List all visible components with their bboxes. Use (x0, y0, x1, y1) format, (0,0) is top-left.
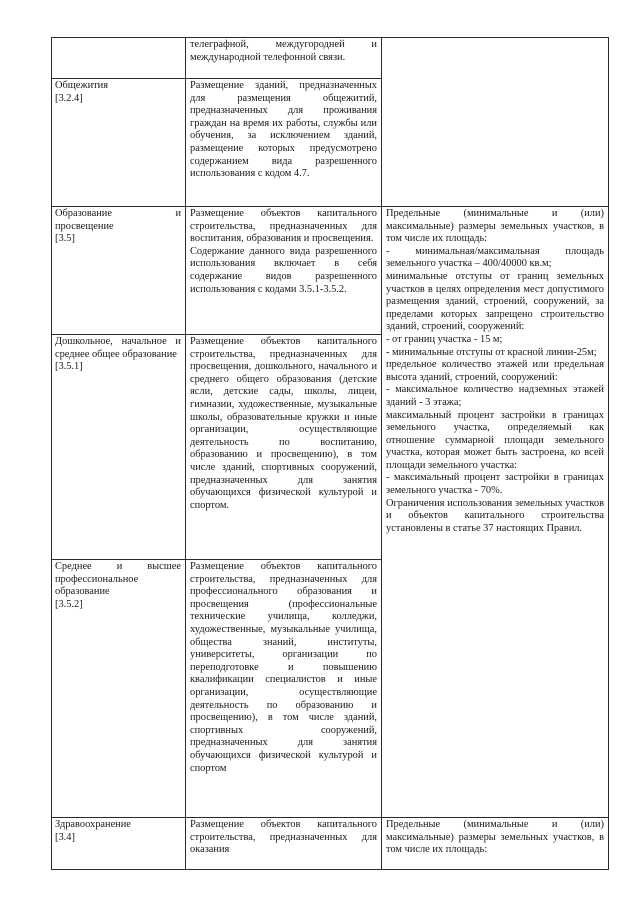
params-line: предельное количество этажей или предельная высота зданий, строений, сооружений: (386, 359, 604, 383)
params-line: Предельные (минимальные и (или) максимальные) размеры земельных участков, в том числе их площадь: (386, 819, 604, 856)
use-code: [3.5] (55, 233, 75, 245)
params-line: - максимальный процент застройки в границах земельного участка - 70%. (386, 472, 604, 497)
use-description: Размещение зданий, предназначенных для размещения общежитий, предназначенных для проживания граждан на время их работы, службы или обучения, за исключением зданий, размещение которых предусмотрено содержанием вида разрешенного использования с кодом 4.7. (190, 80, 377, 180)
use-description-extra: Содержание данного вида разрешенного использования включает в себя содержание видов разрешенного использования с кодами 3.5.1-3.5.2. (190, 245, 377, 295)
use-description-cell (186, 560, 382, 818)
use-description: Размещение объектов капитального строительства, предназначенных для воспитания, образования и просвещения. (190, 208, 377, 245)
use-description: Размещение объектов капитального строительства, предназначенных для оказания (190, 819, 377, 856)
params-line: максимальный процент застройки в границах земельного участка, определяемый как отношение суммарной площади земельного участка, которая может быть застроена, ко всей площади земельного участка: (386, 409, 604, 471)
table-row (52, 38, 609, 79)
use-description: телеграфной, междугородней и международной телефонной связи. (190, 39, 377, 63)
use-name-cell (52, 207, 186, 335)
params-line: - максимальное количество надземных этажей зданий - 3 этажа; (386, 384, 604, 408)
params-line: - минимальные отступы от красной линии-25м; (386, 346, 597, 358)
use-name: Здравоохранение (55, 819, 131, 830)
params-line: - минимальная/максимальная площадь земельного участка – 400/40000 кв.м; (386, 245, 604, 270)
use-code: [3.5.2] (55, 598, 83, 610)
params-cell (382, 818, 609, 870)
use-name: Дошкольное, начальное и среднее общее образование (55, 336, 181, 360)
use-code: [3.5.1] (55, 361, 83, 373)
use-description-cell (186, 335, 382, 560)
params-line: минимальные отступы от границ земельных участков в целях определения мест допустимого размещения зданий, строений, сооружений, за пределами которых запрещено строительство зданий, строений, сооружений: (386, 270, 604, 333)
use-description-cell (186, 38, 382, 79)
table-row (52, 207, 609, 335)
params-cell (382, 207, 609, 818)
zoning-regulations-table (51, 37, 609, 870)
params-cell-empty (382, 38, 609, 207)
use-name-cell (52, 79, 186, 207)
use-description-cell (186, 818, 382, 870)
use-name-cell (52, 335, 186, 560)
use-description-cell (186, 79, 382, 207)
use-name: Образование и просвещение (55, 208, 181, 232)
use-description: Размещение объектов капитального строительства, предназначенных для просвещения, дошкольного, начального и среднего общего образования (детские ясли, детские сады, школы, лицеи, гимназии, художественные, музыкальные школы, образовательные кружки и иные организации, осуществляющие деятельность по воспитанию, образованию и просвещению), в том числе зданий, спортивных сооружений, предназначенных для занятия обучающихся физической культурой и спортом. (190, 336, 377, 511)
use-name-cell (52, 560, 186, 818)
params-line: Ограничения использования земельных участков и объектов капитального строительства установлены в статье 37 настоящих Правил. (386, 497, 604, 534)
use-code: [3.4] (55, 831, 75, 843)
table-row (52, 818, 609, 870)
use-name: Среднее и высшее профессиональное образование (55, 561, 181, 598)
use-name-cell (52, 38, 186, 79)
use-name: Общежития (55, 80, 109, 91)
use-description: Размещение объектов капитального строительства, предназначенных для профессионального образования и просвещения (профессиональные технические училища, колледжи, художественные, музыкальные училища, общества знаний, институты, университеты, организации по переподготовке и повышению квалификации специалистов и иные организации, осуществляющие деятельность по образованию и просвещению), в том числе зданий, спортивных сооружений, предназначенных для занятия обучающихся физической культурой и спортом (190, 561, 377, 774)
use-name-cell (52, 818, 186, 870)
use-description-cell (186, 207, 382, 335)
params-line: - от границ участка - 15 м; (386, 333, 503, 345)
use-code: [3.2.4] (55, 92, 83, 104)
params-line: Предельные (минимальные и (или) максимальные) размеры земельных участков, в том числе их площадь: (386, 208, 604, 245)
